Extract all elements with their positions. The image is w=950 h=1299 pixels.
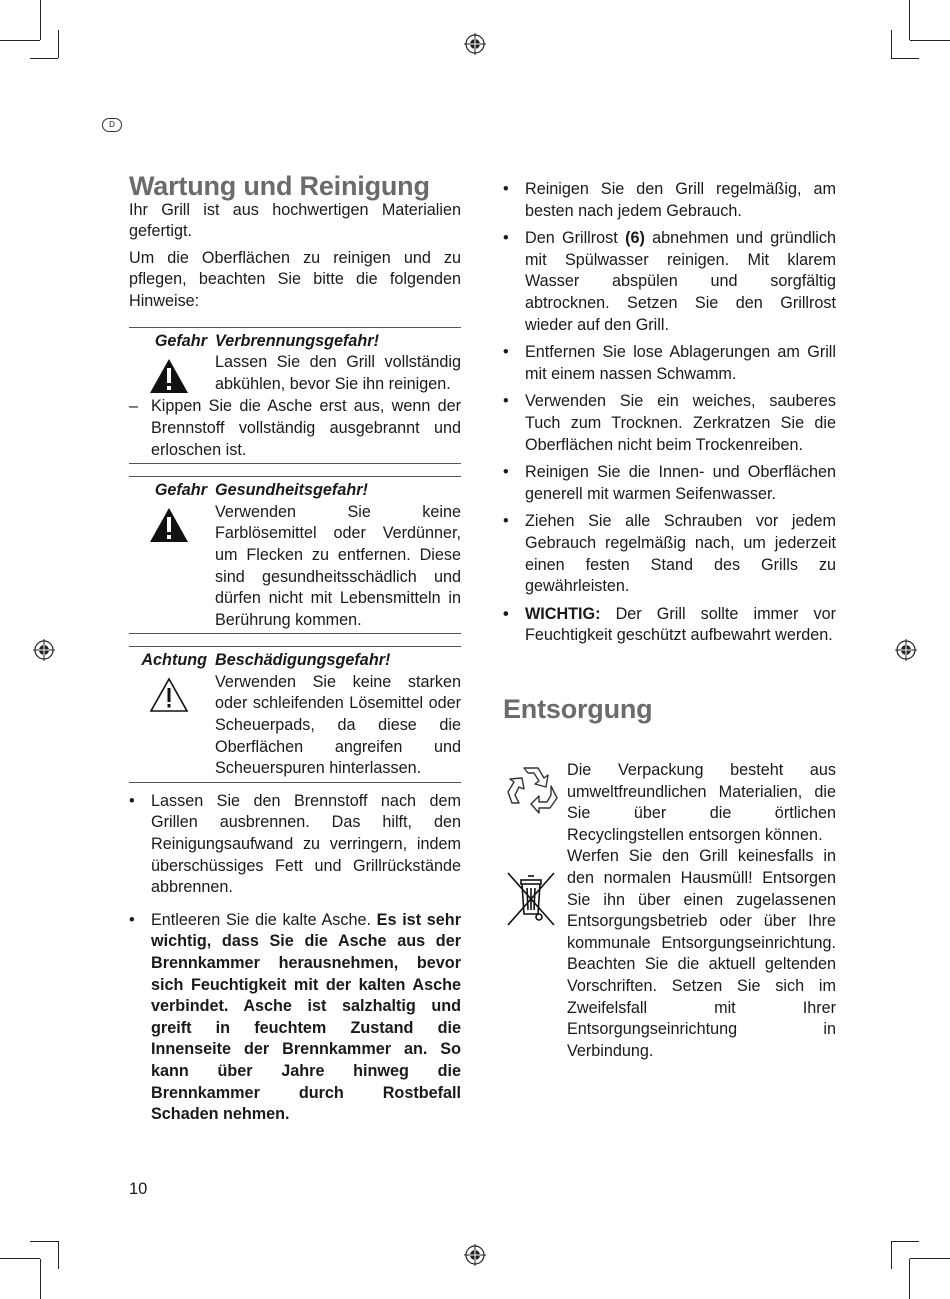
list-item: • Lassen Sie den Brennstoff nach dem Grillen ausbrennen. Das hilft, den Reinigungsaufwand zu verringern, indem überschüssiges Fett und Grillrückstände abbrennen. <box>129 791 461 897</box>
warning-label: Achtung <box>141 651 207 670</box>
crop-mark <box>0 40 40 41</box>
crop-mark <box>891 1241 919 1242</box>
list-item: • Entleeren Sie die kalte Asche. Es ist sehr wichtig, dass Sie die Asche aus der Brennkammer herausnehmen, bevor sich Feuchtigkeit mit der kalten Asche verbindet. Asche ist salzhaltig und greift in feuchtem Zustand die Innenseite der Brennkammer an. So kann über Jahre hinweg die Brennkammer durch Rostbefall Schaden nehmen. <box>129 910 461 1124</box>
section-title-disposal: Entsorgung <box>503 693 653 724</box>
warning-box <box>129 476 461 634</box>
crop-mark <box>891 30 892 58</box>
warning-box <box>129 327 461 465</box>
registration-mark-icon <box>464 33 486 55</box>
crop-mark <box>30 1241 58 1242</box>
warning-triangle-filled-icon <box>149 358 189 394</box>
crop-mark <box>0 1258 40 1259</box>
crop-mark <box>58 30 59 58</box>
part-number: (6) <box>625 229 645 248</box>
language-badge: D <box>102 118 122 132</box>
list-item-bold-text: Es ist sehr wichtig, dass Sie die Asche aus der Brennkammer herausnehmen, bevor sich Feuchtigkeit mit der kalten Asche verbindet. Asche ist salzhaltig und greift in feuchtem Zustand die Innenseite der Brennkammer an. So kann über Jahre hinweg die Brennkammer durch Rostbefall Schaden nehmen. <box>151 910 461 1124</box>
disposal-text-block <box>567 760 836 1062</box>
warning-text: Verwenden Sie keine Farblösemittel oder Verdünner, um Flecken zu entfernen. Diese sind gesundheitsschädlich und dürfen nicht mit Lebensmitteln in Berührung kommen. <box>215 502 461 629</box>
crop-mark <box>40 0 41 40</box>
intro-paragraph: Um die Oberflächen zu reinigen und zu pflegen, beachten Sie bitte die folgenden Hinweise: <box>129 248 461 310</box>
warning-title: Beschädigungsgefahr! <box>215 651 391 670</box>
warning-text: Lassen Sie den Grill vollständig abkühlen, bevor Sie ihn reinigen. <box>215 353 461 393</box>
page-number: 10 <box>129 1180 148 1198</box>
left-column <box>129 171 461 1126</box>
appliance-disposal-text: Werfen Sie den Grill keinesfalls in den normalen Hausmüll! Entsorgen Sie ihn über einen zugelassenen Entsorgungsbetrieb oder über Ihre kommunale Entsorgungseinrichtung. Beachten Sie die aktuell geltenden Vorschriften. Setzen Sie sich im Zweifelsfall mit Ihrer Entsorgungseinrichtung in Verbindung. <box>567 847 836 1060</box>
list-item-text: Verwenden Sie ein weiches, sauberes Tuch zum Trocknen. Zerkratzen Sie die Oberflächen nicht beim Trockenreiben. <box>525 392 836 454</box>
section-title-maintenance: Wartung und Reinigung <box>129 171 430 201</box>
right-column <box>503 179 836 724</box>
crossed-out-wheelie-bin-icon <box>505 870 557 930</box>
warning-title: Gesundheitsgefahr! <box>215 481 368 500</box>
list-item-text: Der Grill sollte immer vor Feuchtigkeit geschützt aufbewahrt werden. <box>525 604 836 645</box>
crop-mark <box>58 1241 59 1269</box>
list-item: • Den Grillrost (6) abnehmen und gründlich mit Spülwasser reinigen. Mit klarem Wasser abspülen und sorgfältig abtrocknen. Setzen Sie den Grillrost wieder auf den Grill. <box>503 229 836 334</box>
registration-mark-icon <box>895 639 917 661</box>
crop-mark <box>910 1258 950 1259</box>
list-item: • Ziehen Sie alle Schrauben vor jedem Gebrauch regelmäßig nach, um jederzeit einen festen Stand des Grills zu gewährleisten. <box>503 512 836 596</box>
crop-mark <box>910 40 950 41</box>
recycling-icon <box>502 760 560 818</box>
list-item-text: Ziehen Sie alle Schrauben vor jedem Gebrauch regelmäßig nach, um jederzeit einen festen Stand des Grills zu gewährleisten. <box>525 512 836 596</box>
dash-item-text: Kippen Sie die Asche erst aus, wenn der Brennstoff vollständig ausgebrannt und erloschen ist. <box>151 397 461 459</box>
list-item-text: Entleeren Sie die kalte Asche. <box>151 910 377 929</box>
warning-title: Verbrennungsgefahr! <box>215 331 379 350</box>
registration-mark-icon <box>33 639 55 661</box>
crop-mark <box>909 1259 910 1299</box>
list-item-text: Lassen Sie den Brennstoff nach dem Grillen ausbrennen. Das hilft, den Reinigungsaufwand zu verringern, indem überschüssiges Fett und Grillrückstände abbrennen. <box>151 791 461 897</box>
crop-mark <box>909 0 910 40</box>
list-item: • Reinigen Sie den Grill regelmäßig, am besten nach jedem Gebrauch. <box>503 180 836 220</box>
crop-mark <box>891 58 919 59</box>
dash-item: – Kippen Sie die Asche erst aus, wenn der Brennstoff vollständig ausgebrannt und erloschen ist. <box>129 397 461 459</box>
list-item-text: Reinigen Sie den Grill regelmäßig, am besten nach jedem Gebrauch. <box>525 180 836 220</box>
intro-paragraph: Ihr Grill ist aus hochwertigen Materialien gefertigt. <box>129 200 461 241</box>
warning-text: Verwenden Sie keine starken oder schleifenden Lösemittel oder Scheuerpads, da diese die Oberflächen angreifen und Scheuerspuren hinterlassen. <box>215 672 461 778</box>
packaging-disposal-text: Die Verpackung besteht aus umweltfreundlichen Materialien, die Sie über die örtlichen Recyclingstellen entsorgen können. <box>567 761 836 844</box>
list-item-text: Den Grillrost <box>525 229 626 248</box>
crop-mark <box>30 58 58 59</box>
list-item-text: abnehmen und gründlich mit Spülwasser reinigen. Mit klarem Wasser abspülen und sorgfältig abtrocknen. Setzen Sie den Grillrost wieder auf den Grill. <box>525 229 836 334</box>
warning-triangle-outline-icon <box>149 677 189 713</box>
warning-label: Gefahr <box>154 331 207 350</box>
list-item-text: Reinigen Sie die Innen- und Oberflächen generell mit warmen Seifenwasser. <box>525 463 836 503</box>
registration-mark-icon <box>464 1244 486 1266</box>
crop-mark <box>40 1259 41 1299</box>
important-label: WICHTIG: <box>525 604 601 623</box>
list-item: • Reinigen Sie die Innen- und Oberflächen generell mit warmen Seifenwasser. <box>503 463 836 503</box>
warning-box <box>129 646 461 783</box>
warning-label: Gefahr <box>154 481 207 500</box>
list-item: • Verwenden Sie ein weiches, sauberes Tuch zum Trocknen. Zerkratzen Sie die Oberflächen nicht beim Trockenreiben. <box>503 392 836 454</box>
list-item: • Entfernen Sie lose Ablagerungen am Grill mit einem nassen Schwamm. <box>503 343 836 383</box>
crop-mark <box>891 1241 892 1269</box>
warning-triangle-filled-icon <box>149 507 189 543</box>
list-item-text: Entfernen Sie lose Ablagerungen am Grill mit einem nassen Schwamm. <box>525 343 836 383</box>
list-item: • WICHTIG: Der Grill sollte immer vor Feuchtigkeit geschützt aufbewahrt werden. <box>503 604 836 645</box>
